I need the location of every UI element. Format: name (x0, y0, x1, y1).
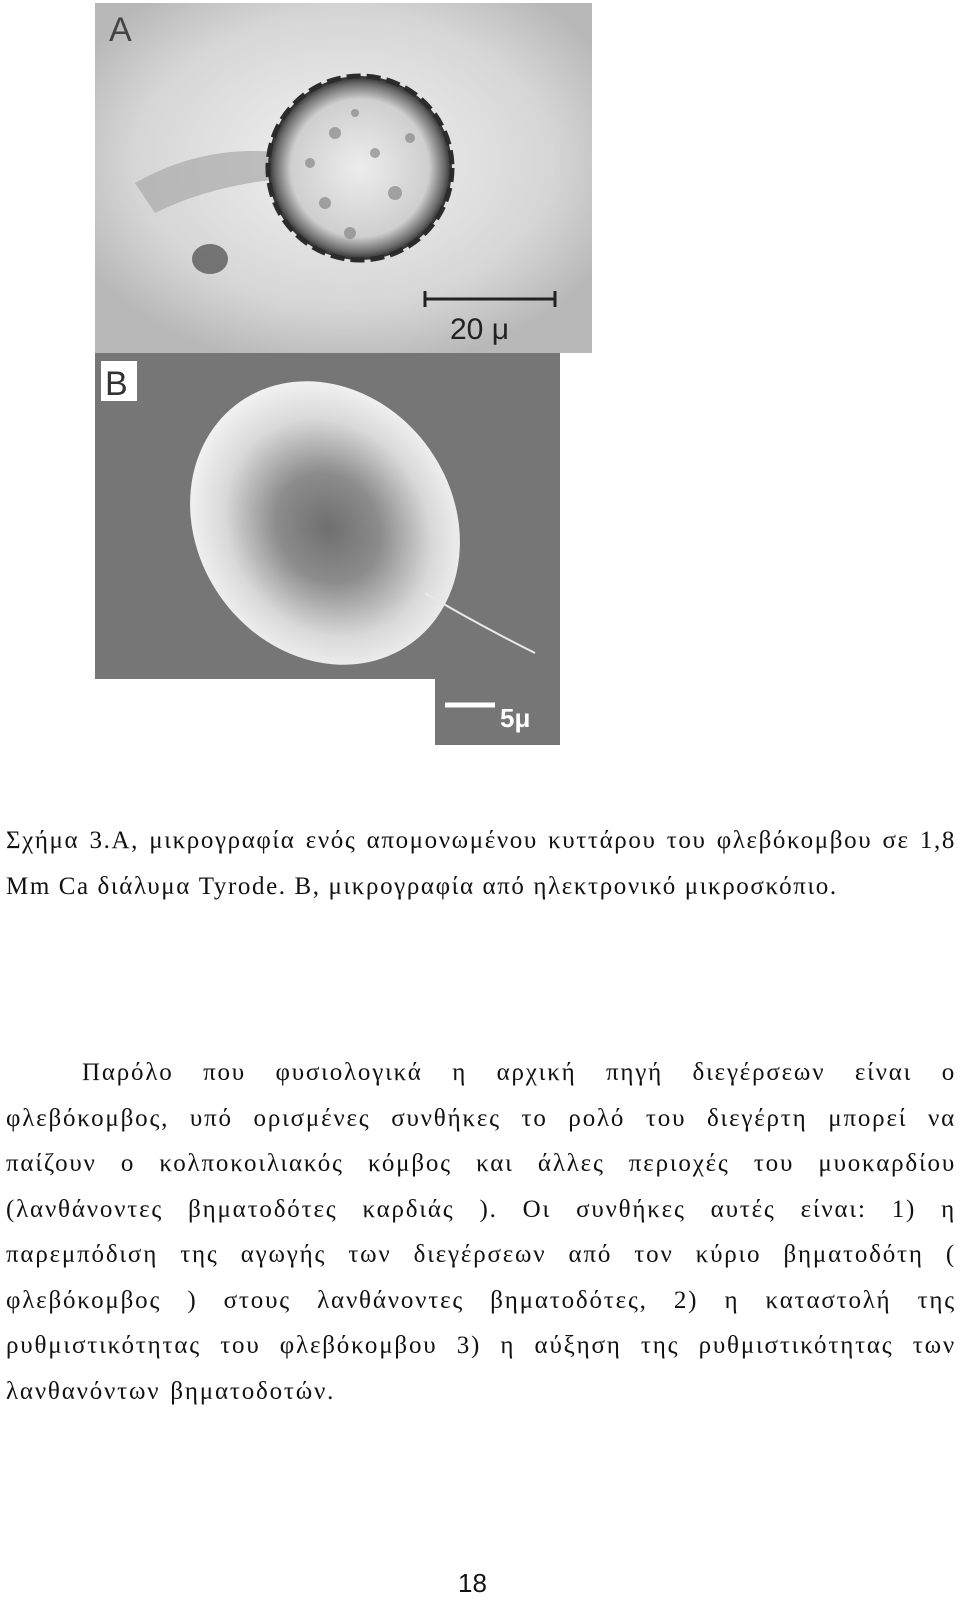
page-number: 18 (458, 1568, 487, 1598)
scale-bar-b-label: 5μ (500, 703, 531, 733)
panel-b-label: B (105, 365, 128, 403)
micrograph-figure (95, 3, 592, 761)
body-paragraph-text: Παρόλο που φυσιολογικά η αρχική πηγή διεγέρσεων είναι ο φλεβόκομβος, υπό ορισμένες συνθήκες το ρολό του διεγέρτη μπορεί να παίζουν ο κολποκοιλιακός κόμβος και άλλες περιοχές του μυοκαρδίου (λανθάνοντες βηματοδότες καρδιάς ). Οι συνθήκες αυτές είναι: 1) η παρεμπόδιση της αγωγής των διεγέρσεων από τον κύριο βηματοδότη ( φλεβόκομβος ) στους λανθάνοντες βηματοδότες, 2) η καταστολή της ρυθμιστικότητας του φλεβόκομβου 3) η αύξηση της ρυθμιστικότητας των λανθανόντων βηματοδοτών. (6, 1059, 956, 1405)
panel-a-label: A (109, 11, 132, 49)
body-paragraph (6, 1050, 956, 1414)
scale-bar-a-label: 20 μ (450, 313, 509, 346)
figure-caption: Σχήμα 3.Α, μικρογραφία ενός απομονωμένου κυττάρου του φλεβόκομβου σε 1,8 Mm Ca διάλυμα Tyrode. B, μικρογραφία από ηλεκτρονικό μικροσκόπιο. (6, 827, 956, 900)
micrograph-image (95, 3, 592, 761)
